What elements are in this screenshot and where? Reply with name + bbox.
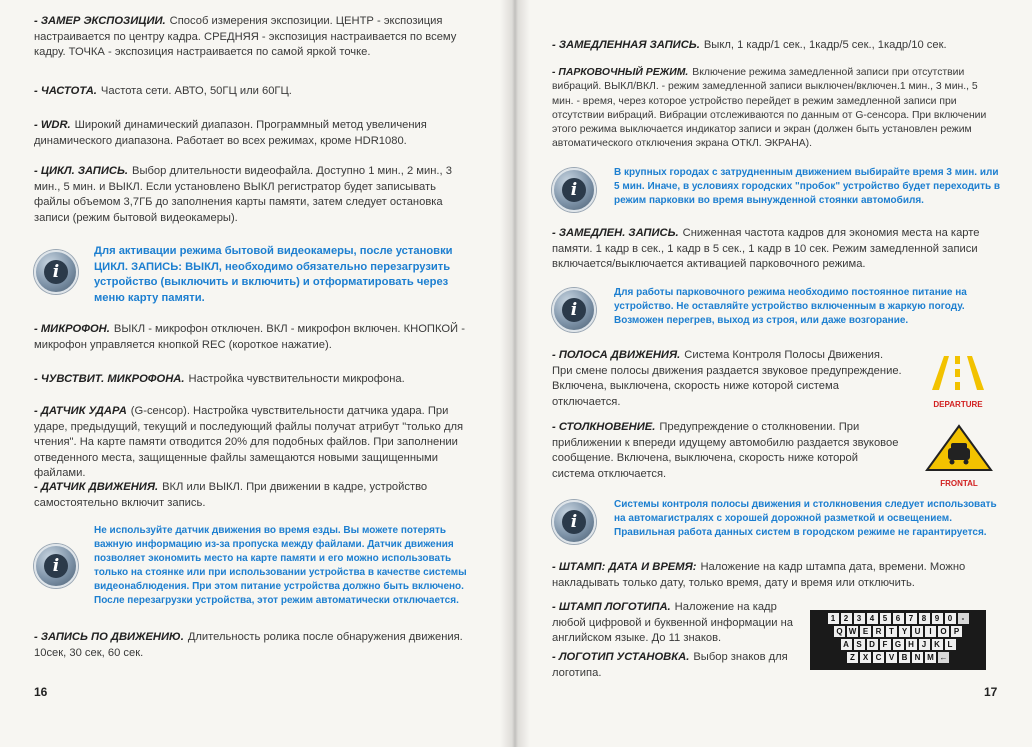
note-text: В крупных городах с затрудненным движением выбирайте время 3 мин. или 5 мин. Иначе, в условиях городских "пробок" устройство будет переходить в режим парковки во время вынужденной стоянки автомобиля. <box>614 167 1001 206</box>
entry-term: - СТОЛКНОВЕНИЕ. <box>552 421 656 433</box>
collision-warning-icon <box>924 424 994 472</box>
entry-logo-setup <box>552 650 802 681</box>
backspace-key: ← <box>939 653 948 662</box>
sign-label: FRONTAL <box>940 479 978 488</box>
entry-text: Наложение на кадр штампа дата, времени. Можно накладывать только дату, только время, дату и время или отключить. <box>552 561 966 589</box>
key: K <box>932 639 943 650</box>
info-icon: i <box>552 288 596 332</box>
entry-text: Система Контроля Полосы Движения. При смене полосы движения раздается звуковое предупреждение. Включена, выключена, скорость ниже которой система отключается. <box>552 349 902 408</box>
entry-term: - ДАТЧИК УДАРА <box>34 405 127 417</box>
entry-term: - ДАТЧИК ДВИЖЕНИЯ. <box>34 481 159 493</box>
keyboard-row <box>814 626 982 637</box>
key: J <box>919 639 930 650</box>
entry-motion-record <box>34 630 474 661</box>
entry-text: Предупреждение о столкновении. При приближении к впереди идущему автомобилю раздается звуковое сообщение. Включена, выключена, скорость ниже которой система отключается. <box>552 421 899 480</box>
keyboard-row <box>814 652 982 663</box>
key: X <box>860 652 871 663</box>
key: - <box>958 613 969 624</box>
key: F <box>880 639 891 650</box>
key: 6 <box>893 613 904 624</box>
entry-microphone <box>34 322 474 353</box>
key: C <box>873 652 884 663</box>
key: 1 <box>828 613 839 624</box>
key: U <box>912 626 923 637</box>
entry-exposure <box>34 14 474 61</box>
key: 2 <box>841 613 852 624</box>
key: W <box>848 627 857 636</box>
key: H <box>906 639 917 650</box>
info-icon: i <box>34 544 78 588</box>
note-camcorder <box>34 244 478 308</box>
key: 9 <box>932 613 943 624</box>
entry-text: Настройка чувствительности микрофона. <box>188 373 405 385</box>
entry-text: Частота сети. АВТО, 50ГЦ или 60ГЦ. <box>100 85 292 97</box>
key: M <box>925 652 936 663</box>
key: G <box>893 639 904 650</box>
note-motion-warning <box>34 524 478 616</box>
entry-term: - ПАРКОВОЧНЫЙ РЕЖИМ. <box>552 67 689 78</box>
note-text: Системы контроля полосы движения и столкновения следует использовать на автомагистралях с хорошей дорожной разметкой и освещением. Правильная работа данных систем в городском режиме не гарантируется. <box>614 499 997 538</box>
entry-term: - ШТАМП ЛОГОТИПА. <box>552 601 671 613</box>
key: 5 <box>880 613 891 624</box>
note-text: Для работы парковочного режима необходимо постоянное питание на устройство. Не оставляйте устройство включенным в жаркую погоду. Возможен перегрев, выход из строя, или даже возгорание. <box>614 287 967 326</box>
key: R <box>873 626 884 637</box>
entry-parking-mode <box>552 66 1002 152</box>
key: O <box>938 626 949 637</box>
entry-wdr <box>34 118 474 149</box>
info-icon: i <box>552 168 596 212</box>
key: 4 <box>867 613 878 624</box>
note-adas-highways <box>552 498 1004 548</box>
entry-term: - ЗАМЕДЛЕННАЯ ЗАПИСЬ. <box>552 39 700 51</box>
entry-slow-record <box>552 38 1002 54</box>
entry-term: - ЗАМЕДЛЕН. ЗАПИСЬ. <box>552 227 679 239</box>
entry-lane-departure <box>552 348 902 410</box>
entry-text: Выбор длительности видеофайла. Доступно 1 мин., 2 мин., 3 мин., 5 мин. и ВЫКЛ. Если установлено ВЫКЛ регистратор будет записывать файлы объемом 3,7ГБ до заполнения карты памяти, затем следует остановка записи (режим бытовой видеокамеры). <box>34 165 452 224</box>
key: A <box>841 639 852 650</box>
note-city-traffic <box>552 166 1004 214</box>
entry-collision <box>552 420 902 482</box>
entry-term: - МИКРОФОН. <box>34 323 110 335</box>
entry-text: Длительность ролика после обнаружения движения. 10сек, 30 сек, 60 сек. <box>34 631 463 659</box>
entry-term: - ШТАМП: ДАТА И ВРЕМЯ: <box>552 561 697 573</box>
entry-frequency <box>34 84 474 100</box>
key: Y <box>899 626 910 637</box>
sign-label: DEPARTURE <box>933 400 983 409</box>
keyboard-row <box>814 639 982 650</box>
keyboard-row <box>814 613 982 624</box>
key: 8 <box>919 613 930 624</box>
entry-text: Сниженная частота кадров для экономия места на карте памяти. 1 кадр в сек., 1 кадр в 5 сек., 1 кадр в 10 сек. Режим замедленной записи включается/выключается активацией парковочного режима. <box>552 227 980 270</box>
entry-text: Включение режима замедленной записи при отсутствии вибраций. ВЫКЛ/ВКЛ. - режим замедленной записи выключен/включен.1 мин., 3 мин., 5 мин. - время, через которое устройство перейдет в режим замедленной записи при отсутствии вибраций. Вибрации отслеживаются по данным от G-сенсора. При включении этого режима выключается индикатор записи и экран (должен быть установлен режим автоматического отключения экрана ОТКЛ. ЭКРАНА). <box>552 67 987 150</box>
entry-text: Наложение на кадр любой цифровой и буквенной информации на английском языке. До 11 знаков. <box>552 601 793 644</box>
entry-text: ВЫКЛ - микрофон отключен. ВКЛ - микрофон включен. КНОПКОЙ - микрофон управляется кнопкой REC (короткое нажатие). <box>34 323 465 351</box>
info-icon: i <box>552 500 596 544</box>
key: L <box>945 639 956 650</box>
entry-term: - ПОЛОСА ДВИЖЕНИЯ. <box>552 349 681 361</box>
page-16 <box>0 0 514 747</box>
key: 3 <box>854 613 865 624</box>
note-parking-power <box>552 286 1004 336</box>
key: P <box>951 626 962 637</box>
lane-departure-sign <box>922 352 994 409</box>
entry-datetime-stamp <box>552 560 1002 591</box>
logo-keyboard <box>810 610 986 670</box>
key: Z <box>847 652 858 663</box>
entry-term: - ЧАСТОТА. <box>34 85 97 97</box>
key: N <box>912 652 923 663</box>
entry-mic-sensitivity <box>34 372 474 388</box>
key: D <box>867 639 878 650</box>
entry-text: Выбор знаков для логотипа. <box>552 651 788 679</box>
entry-loop-record <box>34 164 474 226</box>
key: I <box>925 626 936 637</box>
entry-term: - ЗАМЕР ЭКСПОЗИЦИИ. <box>34 15 166 27</box>
key: 0 <box>945 613 956 624</box>
info-icon: i <box>34 250 78 294</box>
entry-text: (G-сенсор). Настройка чувствительности датчика удара. При ударе, предыдущий, текущий и последующий файлы получат атрибут "только для чтения". На карте памяти отводится 20% для подобных файлов. При заполнении отведенного места, защищенные файлы замещаются новыми защищенными файлами. <box>34 405 464 479</box>
entry-timelapse <box>552 226 1002 273</box>
key: E <box>860 626 871 637</box>
key: Q <box>834 626 845 637</box>
page-17 <box>514 0 1032 747</box>
entry-logo-stamp <box>552 600 802 647</box>
entry-g-sensor <box>34 404 474 482</box>
entry-text: Широкий динамический диапазон. Программный метод увеличения динамического диапазона. Работает во всех режимах, кроме HDR1080. <box>34 119 427 147</box>
lane-departure-icon <box>922 352 994 392</box>
entry-term: - WDR. <box>34 119 71 131</box>
note-text: Для активации режима бытовой видеокамеры, после установки ЦИКЛ. ЗАПИСЬ: ВЫКЛ, необходимо обязательно перезагрузить устройство (выключить и включить) и отформатировать через меню карту памяти. <box>94 245 453 304</box>
entry-text: Выкл, 1 кадр/1 сек., 1кадр/5 сек., 1кадр/10 сек. <box>703 39 947 51</box>
key: B <box>899 652 910 663</box>
note-text: Не используйте датчик движения во время езды. Вы можете потерять важную информацию из-за пропуска между файлами. Датчик движения позволяет экономить место на карте памяти и его можно использовать только на стоянке или при использовании устройства в качестве системы видеонаблюдения. При этом питание устройства должно быть включено. После перезагрузки устройства, этот режим автоматически отключается. <box>94 525 467 606</box>
key: V <box>886 652 897 663</box>
entry-term: - ЧУВСТВИТ. МИКРОФОНА. <box>34 373 185 385</box>
entry-term: - ЛОГОТИП УСТАНОВКА. <box>552 651 690 663</box>
collision-sign <box>924 424 994 488</box>
key: S <box>854 639 865 650</box>
entry-text: Способ измерения экспозиции. ЦЕНТР - экспозиция настраивается по центру кадра. СРЕДНЯЯ - экспозиция настраивается по всему кадру. ТОЧКА - экспозиция настраивается по самой яркой точке. <box>34 15 457 58</box>
key: 7 <box>906 613 917 624</box>
key: T <box>886 626 897 637</box>
page-number: 17 <box>984 685 998 699</box>
entry-term: - ЗАПИСЬ ПО ДВИЖЕНИЮ. <box>34 631 184 643</box>
entry-text: ВКЛ или ВЫКЛ. При движении в кадре, устройство самостоятельно включит запись. <box>34 481 428 509</box>
entry-term: - ЦИКЛ. ЗАПИСЬ. <box>34 165 129 177</box>
page-number: 16 <box>34 685 48 699</box>
entry-motion-sensor <box>34 480 474 511</box>
